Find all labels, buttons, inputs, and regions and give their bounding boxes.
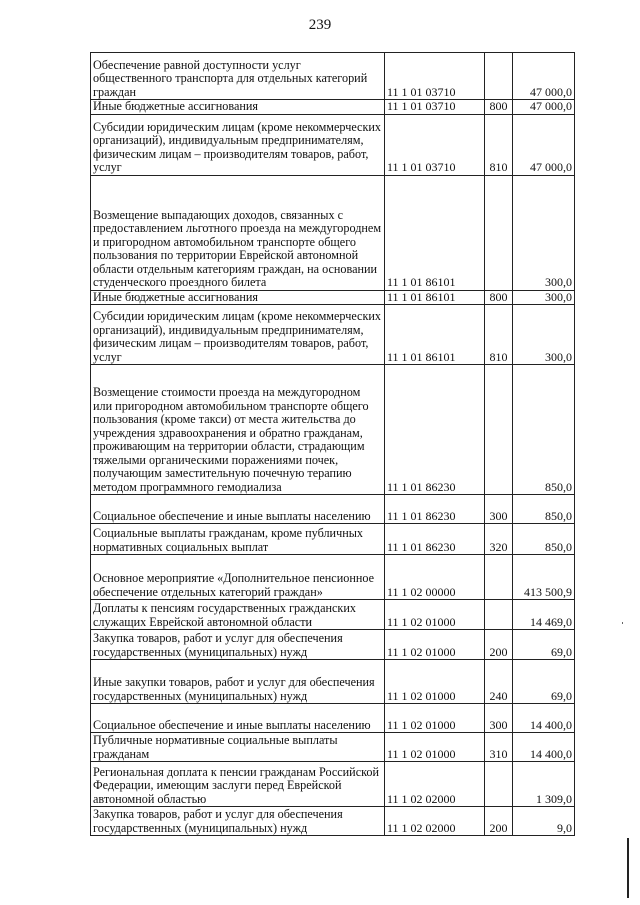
row-name-cell (91, 290, 385, 305)
row-expense-type-cell (485, 630, 513, 660)
row-expense-type-text: 300 (489, 508, 508, 523)
row-code-cell (385, 524, 485, 555)
row-amount-text: 300,0 (545, 275, 572, 289)
row-name-text: Возмещение выпадающих доходов, связанных с предоставлением льготного проезда на междугороднем и пригородном автомобильном транспорте общего пользования по территории Еврейской автономной области отдельным категориям граждан, на основании студенческого проездного билета (93, 207, 382, 289)
table-row (91, 114, 575, 175)
table-row (91, 733, 575, 762)
row-amount-cell (513, 495, 575, 524)
row-name-cell (91, 630, 385, 660)
row-code-cell (385, 53, 485, 100)
row-amount-text: 850,0 (545, 539, 572, 554)
row-amount-cell (513, 53, 575, 100)
row-name-cell (91, 704, 385, 733)
row-name-cell (91, 53, 385, 100)
row-expense-type-cell (485, 600, 513, 630)
row-name-cell (91, 660, 385, 704)
table-row (91, 704, 575, 733)
row-code-cell (385, 660, 485, 704)
row-code-text: 11 1 01 86101 (387, 349, 456, 364)
row-code-cell (385, 733, 485, 762)
row-amount-text: 1 309,0 (536, 791, 572, 806)
row-amount-cell (513, 807, 575, 836)
row-code-text: 11 1 02 02000 (387, 791, 456, 806)
row-name-text: Возмещение стоимости проезда на междугородном или пригородном автомобильном транспорте общего пользования (кроме такси) от места жительства до учреждения здравоохранения и обратно гражданам, проживающим на территории области, страдающим тяжелыми органическими поражениями почек, получающим заместительную почечную терапию методом программного гемодиализа (93, 385, 369, 494)
budget-table (90, 52, 575, 836)
row-expense-type-cell (485, 733, 513, 762)
row-code-text: 11 1 02 00000 (387, 584, 456, 599)
row-name-cell (91, 733, 385, 762)
table-row (91, 175, 575, 290)
row-amount-cell (513, 175, 575, 290)
row-expense-type-text: 800 (489, 289, 508, 304)
row-amount-text: 300,0 (545, 349, 572, 364)
row-expense-type-cell (485, 365, 513, 495)
row-amount-text: 300,0 (545, 289, 572, 304)
row-amount-cell (513, 704, 575, 733)
row-code-cell (385, 495, 485, 524)
row-amount-cell (513, 762, 575, 807)
row-name-text: Иные бюджетные ассигнования (93, 99, 259, 113)
row-name-cell (91, 807, 385, 836)
row-expense-type-cell (485, 290, 513, 305)
row-amount-cell (513, 290, 575, 305)
row-code-text: 11 1 02 01000 (387, 614, 456, 629)
row-name-text: Обеспечение равной доступности услуг общественного транспорта для отдельных категорий граждан (93, 57, 368, 99)
row-name-text: Субсидии юридическим лицам (кроме некоммерческих организаций), индивидуальным предпринимателям, физическим лицам – производителям товаров, работ, услуг (93, 119, 381, 174)
row-code-text: 11 1 01 86230 (387, 508, 456, 523)
row-name-text: Доплаты к пенсиям государственных гражданских служащих Еврейской автономной области (93, 601, 356, 629)
row-name-text: Субсидии юридическим лицам (кроме некоммерческих организаций), индивидуальным предпринимателям, физическим лицам – производителям товаров, работ, услуг (93, 309, 381, 364)
table-row (91, 600, 575, 630)
row-expense-type-cell (485, 704, 513, 733)
row-expense-type-cell (485, 524, 513, 555)
row-code-cell (385, 114, 485, 175)
row-expense-type-text: 310 (489, 746, 508, 761)
row-code-text: 11 1 01 86101 (387, 275, 456, 289)
row-amount-text: 413 500,9 (524, 584, 572, 599)
row-name-cell (91, 495, 385, 524)
table-row (91, 762, 575, 807)
row-name-cell (91, 100, 385, 115)
row-name-cell (91, 524, 385, 555)
row-amount-cell (513, 524, 575, 555)
table-row (91, 305, 575, 365)
row-expense-type-cell (485, 660, 513, 704)
row-code-cell (385, 555, 485, 600)
row-expense-type-cell (485, 495, 513, 524)
row-code-cell (385, 365, 485, 495)
table-row (91, 807, 575, 836)
row-code-cell (385, 305, 485, 365)
row-amount-text: 47 000,0 (530, 99, 572, 113)
row-code-cell (385, 807, 485, 836)
table-row (91, 660, 575, 704)
row-name-text: Закупка товаров, работ и услуг для обеспечения государственных (муниципальных) нужд (93, 631, 343, 659)
row-name-text: Социальное обеспечение и иные выплаты населению (93, 508, 371, 523)
row-amount-text: 47 000,0 (530, 84, 572, 99)
row-expense-type-cell (485, 100, 513, 115)
row-expense-type-cell (485, 53, 513, 100)
row-code-text: 11 1 02 01000 (387, 746, 456, 761)
row-code-text: 11 1 01 86101 (387, 289, 456, 304)
row-name-text: Региональная доплата к пенсии гражданам Российской Федерации, имеющим заслуги перед Еврейской автономной областью (93, 764, 380, 806)
row-expense-type-text: 810 (489, 349, 508, 364)
row-expense-type-text: 300 (489, 717, 508, 732)
table-row (91, 495, 575, 524)
row-amount-cell (513, 660, 575, 704)
table-row (91, 524, 575, 555)
table-row (91, 100, 575, 115)
row-name-cell (91, 555, 385, 600)
row-expense-type-text: 240 (489, 688, 508, 703)
row-amount-text: 14 400,0 (530, 717, 572, 732)
row-amount-text: 9,0 (557, 820, 572, 835)
row-code-cell (385, 704, 485, 733)
budget-table-body (91, 53, 575, 836)
row-code-cell (385, 290, 485, 305)
row-name-text: Иные закупки товаров, работ и услуг для обеспечения государственных (муниципальных) нужд (93, 675, 375, 703)
row-code-text: 11 1 02 01000 (387, 644, 456, 659)
row-amount-cell (513, 555, 575, 600)
row-amount-text: 47 000,0 (530, 160, 572, 174)
row-amount-text: 69,0 (551, 644, 572, 659)
row-amount-cell (513, 305, 575, 365)
table-row (91, 290, 575, 305)
row-code-text: 11 1 01 86230 (387, 539, 456, 554)
row-code-text: 11 1 02 02000 (387, 820, 456, 835)
row-name-text: Социальные выплаты гражданам, кроме публичных нормативных социальных выплат (93, 526, 363, 554)
row-name-text: Закупка товаров, работ и услуг для обеспечения государственных (муниципальных) нужд (93, 807, 343, 835)
page-number: 239 (308, 17, 332, 33)
row-code-text: 11 1 01 03710 (387, 84, 456, 99)
table-row (91, 53, 575, 100)
row-name-text: Социальное обеспечение и иные выплаты населению (93, 717, 371, 732)
table-row (91, 630, 575, 660)
row-code-text: 11 1 01 03710 (387, 99, 456, 113)
row-amount-text: 850,0 (545, 479, 572, 494)
row-expense-type-text: 200 (489, 820, 508, 835)
row-name-cell (91, 114, 385, 175)
row-amount-text: 14 400,0 (530, 746, 572, 761)
row-amount-cell (513, 365, 575, 495)
row-code-cell (385, 175, 485, 290)
row-code-text: 11 1 02 01000 (387, 688, 456, 703)
row-name-cell (91, 600, 385, 630)
row-amount-cell (513, 600, 575, 630)
row-amount-cell (513, 630, 575, 660)
scan-artifact-dot (622, 622, 623, 624)
row-name-cell (91, 365, 385, 495)
row-code-text: 11 1 01 03710 (387, 160, 456, 174)
row-amount-cell (513, 114, 575, 175)
row-code-cell (385, 630, 485, 660)
row-amount-text: 850,0 (545, 508, 572, 523)
row-name-cell (91, 305, 385, 365)
row-expense-type-cell (485, 175, 513, 290)
row-expense-type-text: 800 (489, 99, 508, 113)
row-name-text: Основное мероприятие «Дополнительное пенсионное обеспечение отдельных категорий граждан» (93, 571, 375, 599)
scan-artifact-line (627, 838, 629, 898)
table-row (91, 365, 575, 495)
row-amount-cell (513, 100, 575, 115)
row-expense-type-cell (485, 114, 513, 175)
row-name-text: Иные бюджетные ассигнования (93, 289, 259, 304)
row-expense-type-text: 320 (489, 539, 508, 554)
row-code-cell (385, 100, 485, 115)
row-expense-type-cell (485, 762, 513, 807)
row-code-text: 11 1 01 86230 (387, 479, 456, 494)
row-code-text: 11 1 02 01000 (387, 717, 456, 732)
row-name-cell (91, 762, 385, 807)
row-expense-type-cell (485, 305, 513, 365)
row-amount-text: 69,0 (551, 688, 572, 703)
row-amount-cell (513, 733, 575, 762)
row-code-cell (385, 600, 485, 630)
row-expense-type-text: 200 (489, 644, 508, 659)
row-expense-type-text: 810 (489, 160, 508, 174)
row-amount-text: 14 469,0 (530, 614, 572, 629)
row-name-cell (91, 175, 385, 290)
row-code-cell (385, 762, 485, 807)
table-row (91, 555, 575, 600)
row-expense-type-cell (485, 555, 513, 600)
row-name-text: Публичные нормативные социальные выплаты гражданам (93, 733, 338, 761)
row-expense-type-cell (485, 807, 513, 836)
